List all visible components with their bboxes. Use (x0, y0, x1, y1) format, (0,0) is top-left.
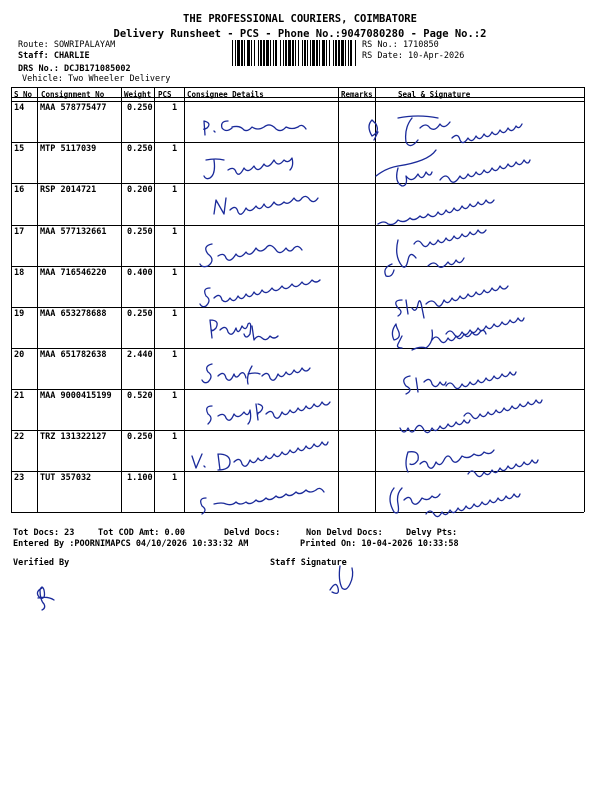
row-pcs: 1 (172, 432, 178, 442)
row-weight: 0.400 (127, 268, 153, 278)
row-weight: 0.520 (127, 391, 153, 401)
row-pcs: 1 (172, 309, 178, 319)
row-sno: 20 (14, 350, 25, 360)
row-pcs: 1 (172, 391, 178, 401)
entered-by: Entered By :POORNIMAPCS 04/10/2026 10:33:32 AM (13, 539, 249, 549)
row-pcs: 1 (172, 185, 178, 195)
row-consignment-no: MAA 9000415199 (40, 391, 112, 401)
row-consignment-no: MAA 716546220 (40, 268, 107, 278)
row-sno: 22 (14, 432, 25, 442)
col-header-consignee: Consignee Details (187, 90, 264, 99)
staff-signature-mark (330, 566, 353, 593)
total-cod-amount: Tot COD Amt: 0.00 (98, 528, 185, 538)
row-sno: 15 (14, 144, 25, 154)
row-pcs: 1 (172, 350, 178, 360)
row-consignment-no: TRZ 131322127 (40, 432, 107, 442)
row-consignment-no: MAA 651782638 (40, 350, 107, 360)
printed-on: Printed On: 10-04-2026 10:33:58 (300, 539, 459, 549)
signature-row-23 (201, 488, 520, 517)
row-consignment-no: TUT 357032 (40, 473, 92, 483)
row-sno: 18 (14, 268, 25, 278)
signature-row-21 (207, 400, 542, 433)
row-pcs: 1 (172, 103, 178, 113)
col-header-pcs: PCS (158, 90, 172, 99)
signature-row-14 (204, 116, 522, 146)
delivered-docs: Delvd Docs: (224, 528, 281, 538)
delivery-points: Delvy Pts: (406, 528, 458, 538)
row-weight: 0.200 (127, 185, 153, 195)
row-consignment-no: MAA 653278688 (40, 309, 107, 319)
signature-row-20 (202, 364, 516, 394)
signature-row-18 (200, 280, 508, 318)
verified-by-label: Verified By (13, 558, 70, 568)
col-header-weight: Weight (124, 90, 152, 99)
row-weight: 0.250 (127, 432, 153, 442)
row-sno: 16 (14, 185, 25, 195)
row-weight: 1.100 (127, 473, 153, 483)
total-docs: Tot Docs: 23 (13, 528, 75, 538)
company-title: THE PROFESSIONAL COURIERS, COIMBATORE (183, 13, 417, 25)
staff-label: Staff: CHARLIE (18, 51, 90, 61)
signature-row-16 (214, 196, 494, 224)
row-sno: 17 (14, 227, 25, 237)
col-header-sno: S No (14, 90, 33, 99)
non-delivered-docs: Non Delvd Docs: (306, 528, 383, 538)
row-pcs: 1 (172, 268, 178, 278)
signature-row-22 (192, 442, 538, 477)
staff-signature-label: Staff Signature (270, 558, 347, 568)
row-pcs: 1 (172, 473, 178, 483)
row-consignment-no: MTP 5117039 (40, 144, 97, 154)
row-sno: 19 (14, 309, 25, 319)
row-weight: 0.250 (127, 227, 153, 237)
row-weight: 0.250 (127, 309, 153, 319)
rs-date: RS Date: 10-Apr-2026 (362, 51, 465, 61)
verified-by-signature (37, 587, 54, 610)
vehicle-label: Vehicle: Two Wheeler Delivery (22, 74, 171, 84)
row-consignment-no: RSP 2014721 (40, 185, 97, 195)
route-label: Route: SOWRIPALAYAM (18, 40, 116, 50)
rs-number: RS No.: 1710850 (362, 40, 439, 50)
row-sno: 14 (14, 103, 25, 113)
row-sno: 23 (14, 473, 25, 483)
row-weight: 0.250 (127, 103, 153, 113)
signature-row-19 (210, 318, 524, 350)
row-sno: 21 (14, 391, 25, 401)
row-consignment-no: MAA 577132661 (40, 227, 107, 237)
runsheet-subtitle: Delivery Runsheet - PCS - Phone No.:9047080280 - Page No.:2 (113, 28, 487, 40)
drs-label: DRS No.: DCJB171085002 (18, 64, 131, 74)
signature-row-15 (204, 150, 530, 186)
signature-row-17 (200, 230, 486, 276)
row-weight: 0.250 (127, 144, 153, 154)
row-pcs: 1 (172, 144, 178, 154)
col-header-consignment: Consignment No (41, 90, 105, 99)
row-consignment-no: MAA 578775477 (40, 103, 107, 113)
col-header-seal-signature: Seal & Signature (398, 90, 471, 99)
row-pcs: 1 (172, 227, 178, 237)
col-header-remarks: Remarks (341, 90, 373, 99)
row-weight: 2.440 (127, 350, 153, 360)
